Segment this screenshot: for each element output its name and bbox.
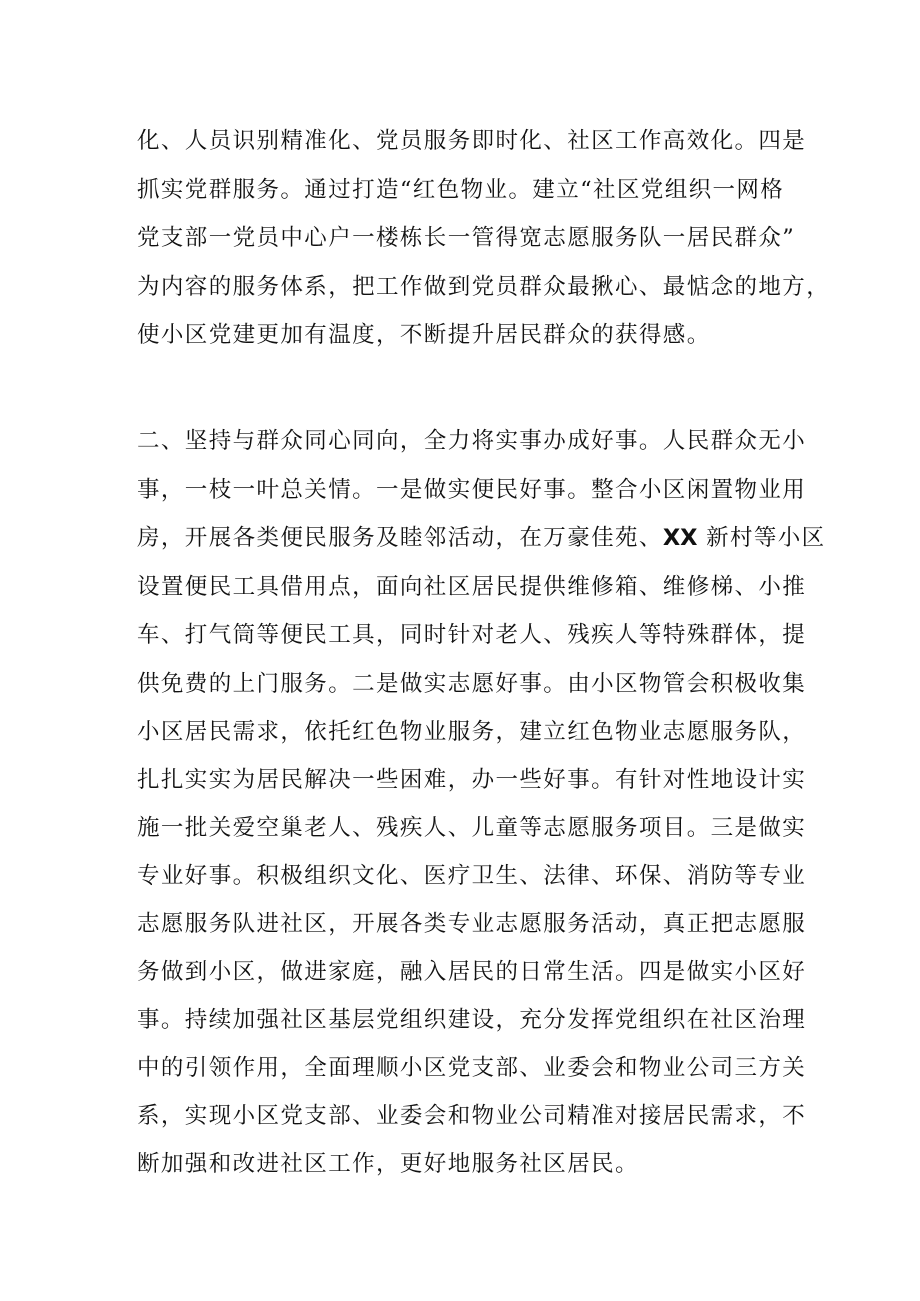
text-line: 化、人员识别精准化、党员服务即时化、社区工作高效化。四是 xyxy=(137,128,807,154)
text-line: 志愿服务队进社区，开展各类专业志愿服务活动，真正把志愿服 xyxy=(137,911,807,937)
text-line: 务做到小区，做进家庭，融入居民的日常生活。四是做实小区好 xyxy=(137,959,807,985)
text-line: 供免费的上门服务。二是做实志愿好事。由小区物管会积极收集 xyxy=(137,671,807,697)
text-line: 事，一枝一叶总关情。一是做实便民好事。整合小区闲置物业用 xyxy=(137,477,807,503)
text-line: 中的引领作用，全面理顺小区党支部、业委会和物业公司三方关 xyxy=(137,1055,807,1081)
text-line: 施一批关爱空巢老人、残疾人、儿童等志愿服务项目。三是做实 xyxy=(137,815,807,841)
text-line: 系，实现小区党支部、业委会和物业公司精准对接居民需求，不 xyxy=(137,1103,807,1129)
text-line: 二、坚持与群众同心同向，全力将实事办成好事。人民群众无小 xyxy=(137,428,807,454)
text-segment: 新村等小区 xyxy=(697,525,826,551)
text-line: 为内容的服务体系，把工作做到党员群众最揪心、最惦念的地方， xyxy=(137,274,831,300)
text-line: 专业好事。积极组织文化、医疗卫生、法律、环保、消防等专业 xyxy=(137,863,807,889)
text-line: 断加强和改进社区工作，更好地服务社区居民。 xyxy=(137,1151,639,1177)
text-line: 设置便民工具借用点，面向社区居民提供维修箱、维修梯、小推 xyxy=(137,574,807,600)
text-line: 事。持续加强社区基层党组织建设，充分发挥党组织在社区治理 xyxy=(137,1007,807,1033)
text-line: 车、打气筒等便民工具，同时针对老人、残疾人等特殊群体，提 xyxy=(137,622,807,648)
text-line: 扎扎实实为居民解决一些困难，办一些好事。有针对性地设计实 xyxy=(137,767,807,793)
text-line: 使小区党建更加有温度，不断提升居民群众的获得感。 xyxy=(137,322,711,348)
text-segment: 房，开展各类便民服务及睦邻活动，在万豪佳苑、 xyxy=(137,525,663,551)
text-line: 党支部一党员中心户一楼栋长一管得宽志愿服务队一居民群众” xyxy=(137,225,796,251)
placeholder-xx: XX xyxy=(662,525,698,551)
text-line: 小区居民需求，依托红色物业服务，建立红色物业志愿服务队， xyxy=(137,719,807,745)
text-line xyxy=(137,523,826,553)
text-line: 抓实党群服务。通过打造“红色物业。建立“社区党组织一网格 xyxy=(137,177,785,203)
